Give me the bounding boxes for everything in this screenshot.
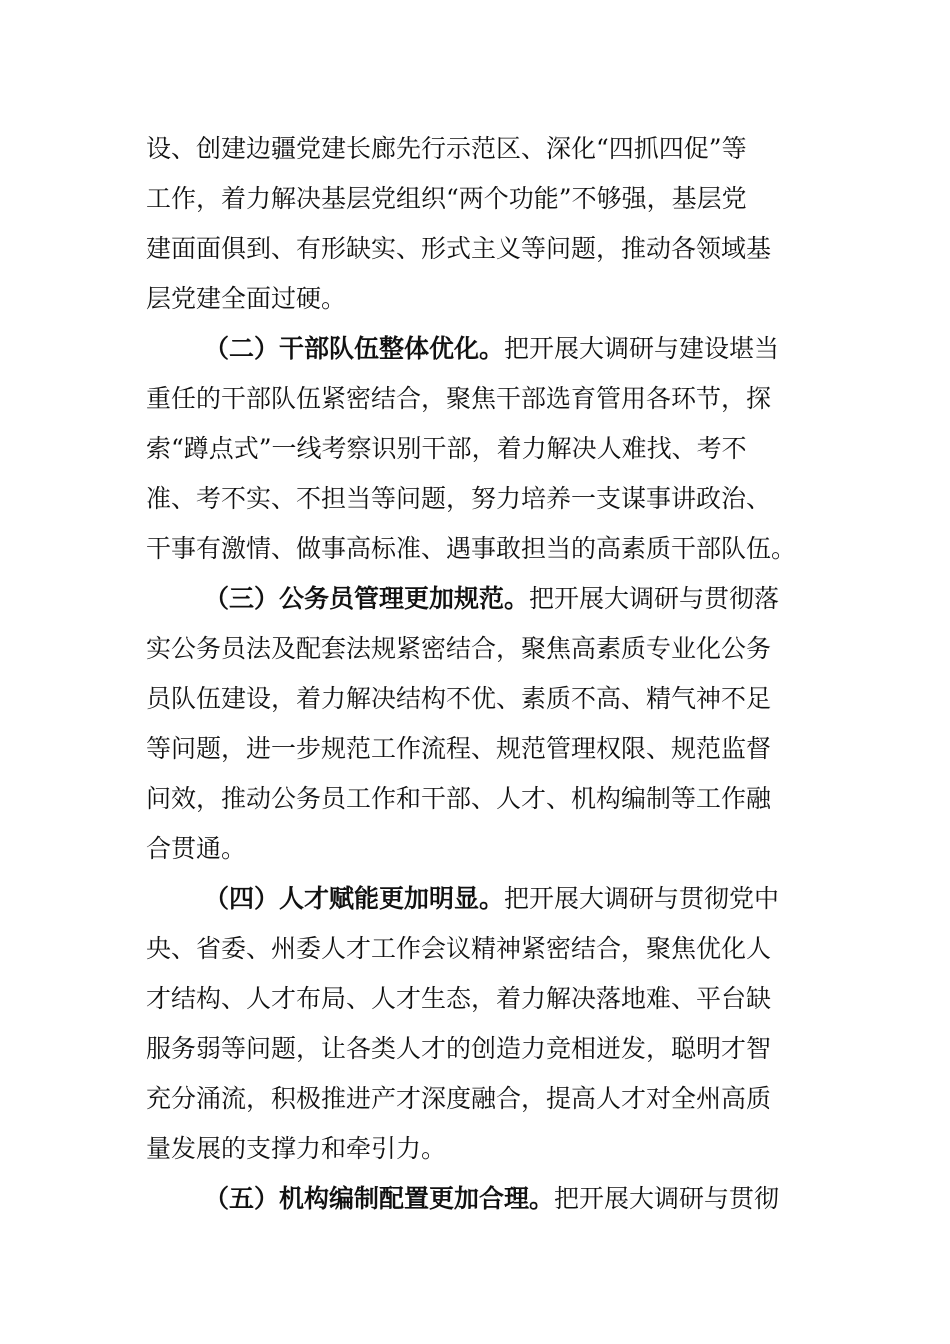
text-line: 设、创建边疆党建长廊先行示范区、深化“四抓四促”等	[146, 134, 747, 163]
paragraph-2	[146, 324, 806, 574]
text-line: 央、省委、州委人才工作会议精神紧密结合，聚焦优化人	[146, 934, 772, 963]
text-line: 等问题，进一步规范工作流程、规范管理权限、规范监督	[146, 734, 772, 763]
document-body	[146, 124, 806, 1224]
text-line	[146, 1174, 806, 1224]
paragraph-3	[146, 574, 806, 874]
text-run: 把开展大调研与建设堪当	[504, 334, 780, 363]
text-line: 服务弱等问题，让各类人才的创造力竞相迸发，聪明才智	[146, 1034, 772, 1063]
section-heading: （三）公务员管理更加规范。	[204, 584, 530, 613]
text-line: 准、考不实、不担当等问题，努力培养一支谋事讲政治、	[146, 484, 772, 513]
paragraph-1	[146, 124, 806, 324]
text-line: 建面面俱到、有形缺实、形式主义等问题，推动各领域基	[146, 234, 772, 263]
text-line	[146, 324, 806, 374]
text-line	[146, 874, 806, 924]
paragraph-5	[146, 1174, 806, 1224]
text-line: 员队伍建设，着力解决结构不优、素质不高、精气神不足	[146, 684, 772, 713]
section-heading: （四）人才赋能更加明显。	[204, 884, 505, 913]
section-heading: （二）干部队伍整体优化。	[204, 334, 505, 363]
text-line: 实公务员法及配套法规紧密结合，聚焦高素质专业化公务	[146, 634, 772, 663]
text-line: 合贯通。	[146, 834, 247, 863]
text-line: 重任的干部队伍紧密结合，聚焦干部选育管用各环节，探	[146, 384, 772, 413]
text-line: 充分涌流，积极推进产才深度融合，提高人才对全州高质	[146, 1084, 772, 1113]
paragraph-4	[146, 874, 806, 1174]
text-line: 量发展的支撑力和牵引力。	[146, 1134, 447, 1163]
text-run: 把开展大调研与贯彻党中	[504, 884, 780, 913]
text-line: 工作，着力解决基层党组织“两个功能”不够强，基层党	[146, 184, 747, 213]
text-line: 才结构、人才布局、人才生态，着力解决落地难、平台缺	[146, 984, 772, 1013]
text-line: 干事有激情、做事高标准、遇事敢担当的高素质干部队伍。	[146, 534, 797, 563]
text-line	[146, 574, 806, 624]
text-line: 索“蹲点式”一线考察识别干部，着力解决人难找、考不	[146, 434, 747, 463]
text-run: 把开展大调研与贯彻落	[529, 584, 780, 613]
text-line: 层党建全面过硬。	[146, 284, 347, 313]
text-line: 问效，推动公务员工作和干部、人才、机构编制等工作融	[146, 784, 772, 813]
text-run: 把开展大调研与贯彻	[554, 1184, 780, 1213]
section-heading: （五）机构编制配置更加合理。	[204, 1184, 555, 1213]
